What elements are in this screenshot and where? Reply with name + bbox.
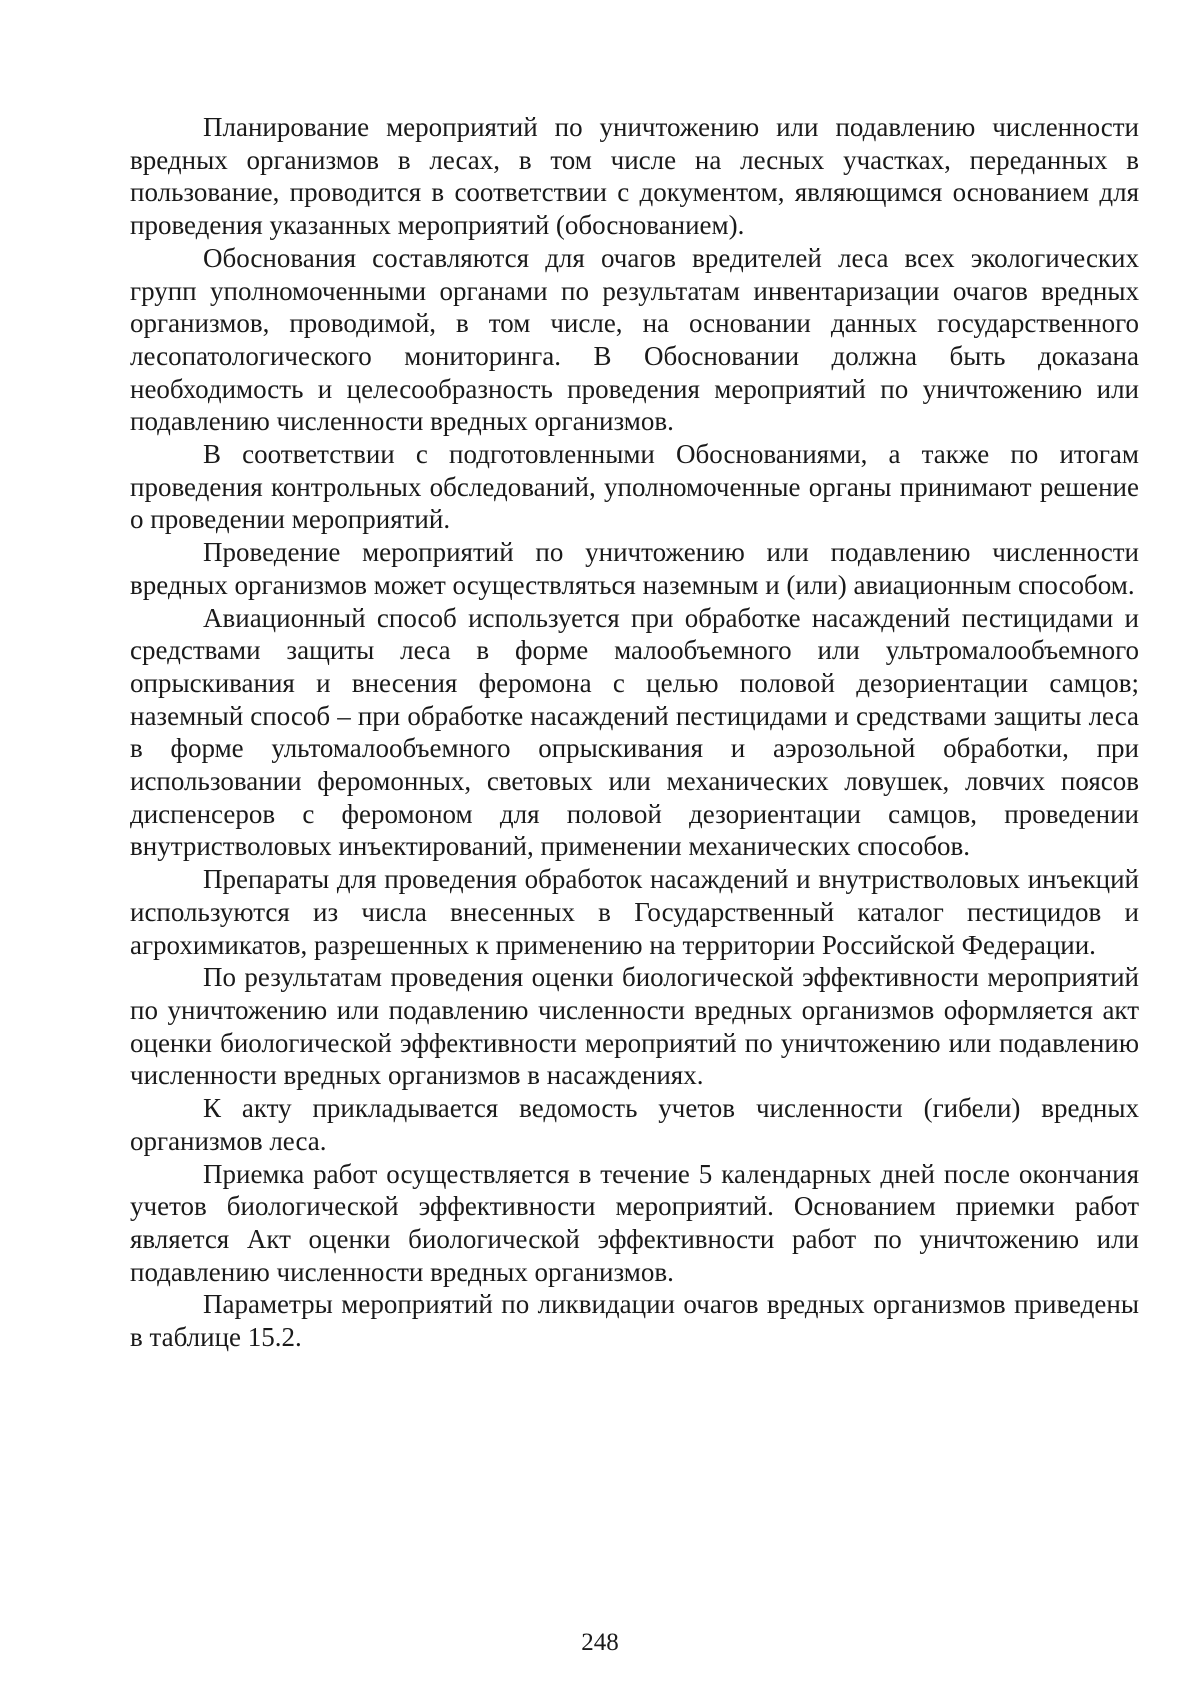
paragraph-aviation-ground: Авиационный способ используется при обработке насаждений пестицидами и средствами защиты леса в форме малообъемного или ультромалообъемного опрыскивания и внесения феромона с целью половой дезориентации самцов; наземный способ – при обработке насаждений пестицидами и средствами защиты леса в форме ультомалообъемного опрыскивания и аэрозольной обработки, при использовании феромонных, световых или механических ловушек, ловчих поясов диспенсеров с феромоном для половой дезориентации самцов, проведении внутристволовых инъектирований, применении механических способов. xyxy=(130,602,1139,862)
paragraph-acceptance: Приемка работ осуществляется в течение 5 календарных дней после окончания учетов биологической эффективности мероприятий. Основанием приемки работ является Акт оценки биологической эффективности работ по уничтожению или подавлению численности вредных организмов. xyxy=(130,1158,1139,1287)
paragraph-planning: Планирование мероприятий по уничтожению или подавлению численности вредных организмов в лесах, в том числе на лесных участках, переданных в пользование, проводится в соответствии с документом, являющимся основанием для проведения указанных мероприятий (обоснованием). xyxy=(130,112,1139,241)
page-number: 248 xyxy=(581,1629,619,1656)
paragraph-parameters: Параметры мероприятий по ликвидации очагов вредных организмов приведены в таблице 15.2. xyxy=(130,1289,1139,1353)
paragraph-efficiency-act: По результатам проведения оценки биологической эффективности мероприятий по уничтожению или подавлению численности вредных организмов оформляется акт оценки биологической эффективности мероприятий по уничтожению или подавлению численности вредных организмов в насаждениях. xyxy=(130,962,1139,1091)
paragraph-methods: Проведение мероприятий по уничтожению или подавлению численности вредных организмов может осуществляться наземным и (или) авиационным способом. xyxy=(130,537,1139,600)
paragraph-decision: В соответствии с подготовленными Обоснованиями, а также по итогам проведения контрольных обследований, уполномоченные органы принимают решение о проведении мероприятий. xyxy=(130,439,1139,535)
document-body xyxy=(130,111,1139,1354)
paragraph-statement: К акту прикладывается ведомость учетов численности (гибели) вредных организмов леса. xyxy=(130,1093,1139,1156)
paragraph-preparations: Препараты для проведения обработок насаждений и внутристволовых инъекций используются из числа внесенных в Государственный каталог пестицидов и агрохимикатов, разрешенных к применению на территории Российской Федерации. xyxy=(130,864,1139,960)
paragraph-justifications: Обоснования составляются для очагов вредителей леса всех экологических групп уполномоченными органами по результатам инвентаризации очагов вредных организмов, проводимой, в том числе, на основании данных государственного лесопатологического мониторинга. В Обосновании должна быть доказана необходимость и целесообразность проведения мероприятий по уничтожению или подавлению численности вредных организмов. xyxy=(130,242,1139,437)
